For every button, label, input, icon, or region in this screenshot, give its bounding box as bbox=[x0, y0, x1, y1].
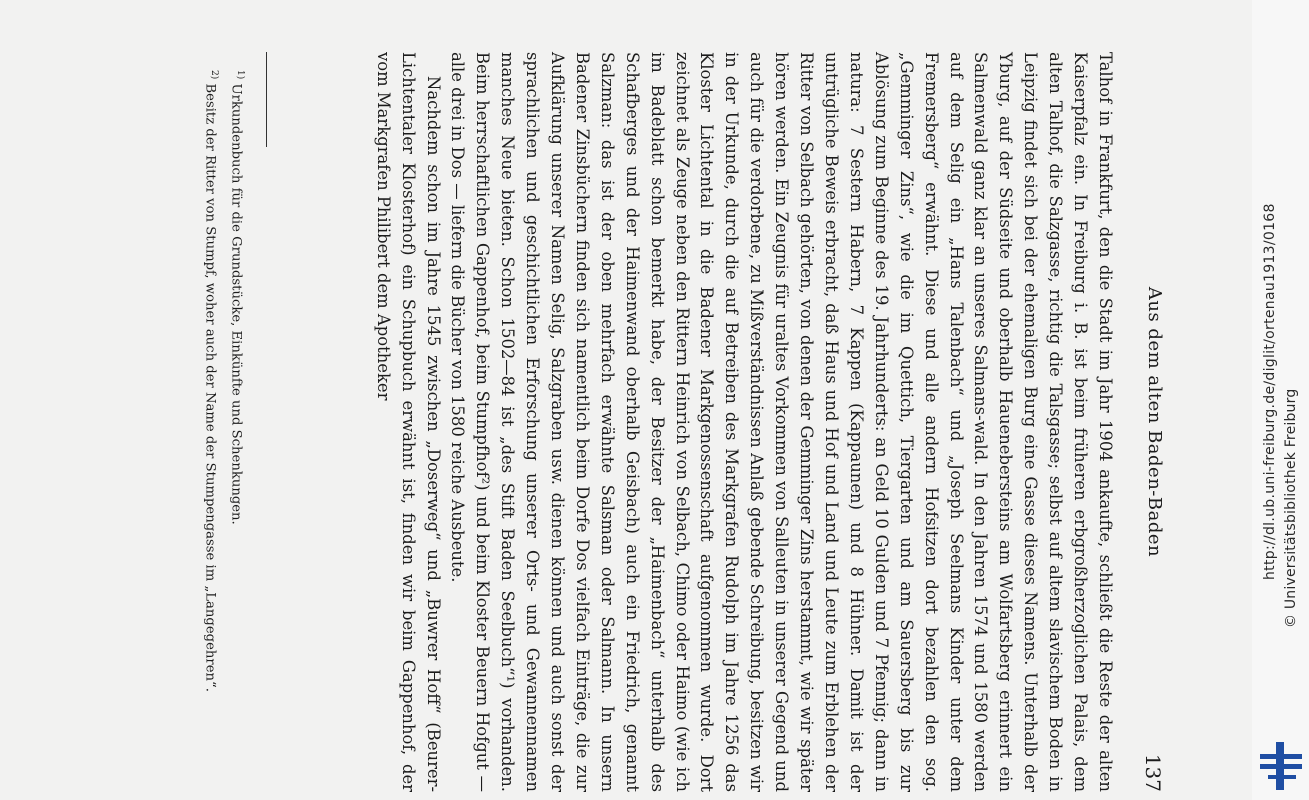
footnotes bbox=[198, 52, 251, 792]
library-logo-icon bbox=[1258, 742, 1304, 790]
digitization-url[interactable]: http://dl.ub.uni-freiburg.de/diglit/ortenau1913/0168 bbox=[1262, 203, 1278, 580]
library-credit: © Universitätsbibliothek Freiburg bbox=[1283, 388, 1299, 628]
paragraph: Nachdem schon im Jahre 1545 zwischen „Doserweg“ und „Buwrer Hoff“ (Beurer-Lichtentaler Klosterhof) ein Schupbuch erwähnt ist, finden wir beim Gappenhof, der vom Markgrafen Philibert dem Apotheker bbox=[373, 52, 443, 792]
footnote-text: Urkundenbuch für die Grundstücke, Einkünfte und Schenkungen. bbox=[228, 83, 244, 525]
footnote-divider bbox=[266, 52, 267, 147]
paragraph: Talhof in Frankfurt, den die Stadt im Jahr 1904 ankaufte, schließt die Reste der alten Kaiserpfalz ein. In Freiburg i. B. ist beim früheren erbgroßherzoglichen Palais, dem alten Talhof, die Salzgasse, richtig die Talsgasse; selbst auf altem slavischem Boden in Leipzig findet sich bei der ehemaligen Burg eine Gasse dieses Namens. Unterhalb der Yburg, auf der Südseite und oberhalb Hauenebersteins am Wolfartsberg erinnert ein Salmenwald ganz klar an unseres Salmans-wald. In den Jahren 1574 und 1580 werden auf dem Selig ein „Hans Talenbach“ und „Joseph Seelmans Kinder unter dem Fremersberg“ erwähnt. Diese und alle andern Hofsitzen dort bezahlen den sog. „Gemminger Zins“, wie die im Quettich, Tiergarten und am Sauersberg bis zur Ablösung zum Beginne des 19. Jahrhunderts: an Geld 10 Gulden und 7 Pfennig; dann in natura: 7 Sestern Habern, 7 Kappen (Kappaunen) und 8 Hühner. Damit ist der untrügliche Beweis erbracht, daß Haus und Hof und Land und Leute zum Erblehen der Ritter von Selbach gehörten, von denen der Gemminger Zins herstammt, wie wir später hören werden. Ein Zeugnis für uraltes Vorkommen von Salleuten in unserer Gegend und auch für die verdorbene, zu Mißverständnissen Anlaß gebende Schreibung, besitzen wir in der Urkunde, durch die auf Betreiben des Markgrafen Rudolph im Jahre 1256 das Kloster Lichtental in die Badener Markgenossenschaft aufgenommen wurde. Dort zeichnet als Zeuge neben den Rittern Heinrich von Selbach, Chimo oder Haimo (wie ich im Badeblatt schon bemerkt habe, der Besitzer der „Haimenbach“ unterhalb des Schafberges und der Haimenwand oberhalb Geisbach) auch ein Friedrich, genannt Salzman: das ist der oben mehrfach erwähnte Salsman oder Salmann. In unsern Badener Zinsbüchern finden sich namentlich beim Dorfe Dos vielfach Einträge, die zur Aufklärung unserer Namen Selig, Salzgraben usw. dienen können und auch sonst der sprachlichen und geschichtlichen Erforschung unserer Orts- und Gewannennamen manches Neue bieten. Schon 1502—84 ist „des Stift Baden Seelbuch“¹) vorhanden. Beim herrschaftlichen Gappenhof, beim Stumpfhof²) und beim Kloster Beuern Hofgut — alle drei in Dos — liefern die Bücher von 1580 reiche Ausbeute. bbox=[448, 52, 1115, 792]
footnote-marker: 2) bbox=[208, 70, 219, 80]
rotated-page-content bbox=[85, 52, 1165, 792]
library-margin-strip bbox=[1252, 0, 1309, 800]
footnote bbox=[225, 52, 251, 792]
running-head bbox=[1129, 52, 1165, 792]
running-title: Aus dem alten Baden-Baden bbox=[1144, 286, 1165, 558]
footnote-marker: 1) bbox=[235, 70, 245, 80]
footnote bbox=[198, 52, 224, 792]
page-number: 137 bbox=[1141, 753, 1165, 792]
body-text bbox=[370, 52, 1117, 792]
footnote-text: Besitz der Ritter von Stumpf, woher auch der Name der Stumpengasse im „Langegehren“. bbox=[202, 83, 218, 692]
